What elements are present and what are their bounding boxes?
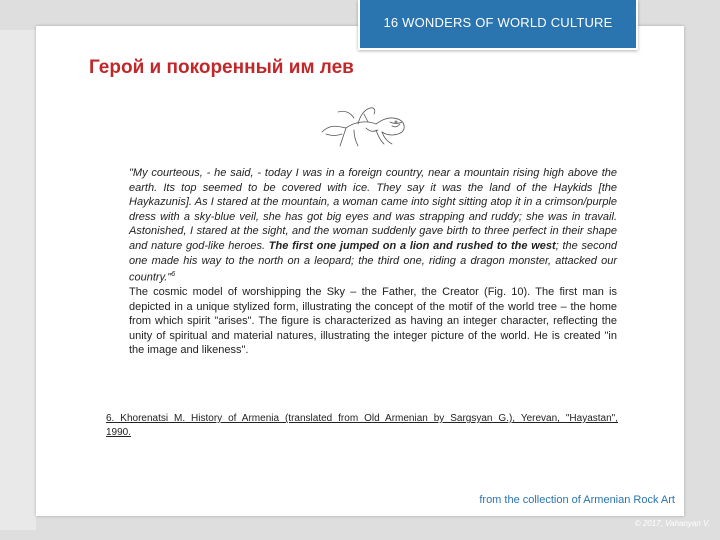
header-tab xyxy=(358,0,638,50)
quote-reference: 6 xyxy=(171,271,176,279)
quote-part-2: ; the second one made his way to the north on a leopard; the third one, riding a dragon monster, attacked our country." xyxy=(129,239,618,284)
quote-bold-phrase: The first one jumped on a lion and rushed to the west xyxy=(268,239,556,252)
image-credit: from the collection of Armenian Rock Art xyxy=(479,494,675,506)
quote-part-1: "My courteous, - he said, - today I was in a foreign country, near a mountain rising high above the earth. Its top seemed to be covered with ice. They say it was the land of the Haykids [the Haykazunis]. As I stared at the mountain, a woman came into sight sitting atop it in a crimson/purple dress with a sky-blue veil, she has got big eyes and was strapping and ruddy; she was in travail. Astonished, I stared at the sight, and the woman suddenly gave birth to three perfect in their shape and nature god-like heroes. xyxy=(129,167,617,252)
rock-art-sketch-icon xyxy=(318,102,410,150)
header-label: 16 WONDERS OF WORLD CULTURE xyxy=(383,15,613,30)
copyright-text: © 2017, Vahanyan V. xyxy=(634,519,710,528)
quote-text xyxy=(129,166,617,285)
footnote: 6. Khorenatsi M. History of Armenia (translated from Old Armenian by Sargsyan G.), Yerevan, "Hayastan", 1990. xyxy=(106,413,618,438)
left-margin-strip xyxy=(0,30,36,530)
slide-title: Герой и покоренный им лев xyxy=(89,57,354,78)
body-paragraph: The cosmic model of worshipping the Sky – the Father, the Creator (Fig. 10). The first man is depicted in a unique stylized form, illustrating the concept of the motif of the world tree – the home from which spirit "arises". The figure is characterized as having an integer character, reflecting the unity of spiritual and material natures, illustrating the integer picture of the world. He is created "in the image and likeness". xyxy=(129,286,617,356)
